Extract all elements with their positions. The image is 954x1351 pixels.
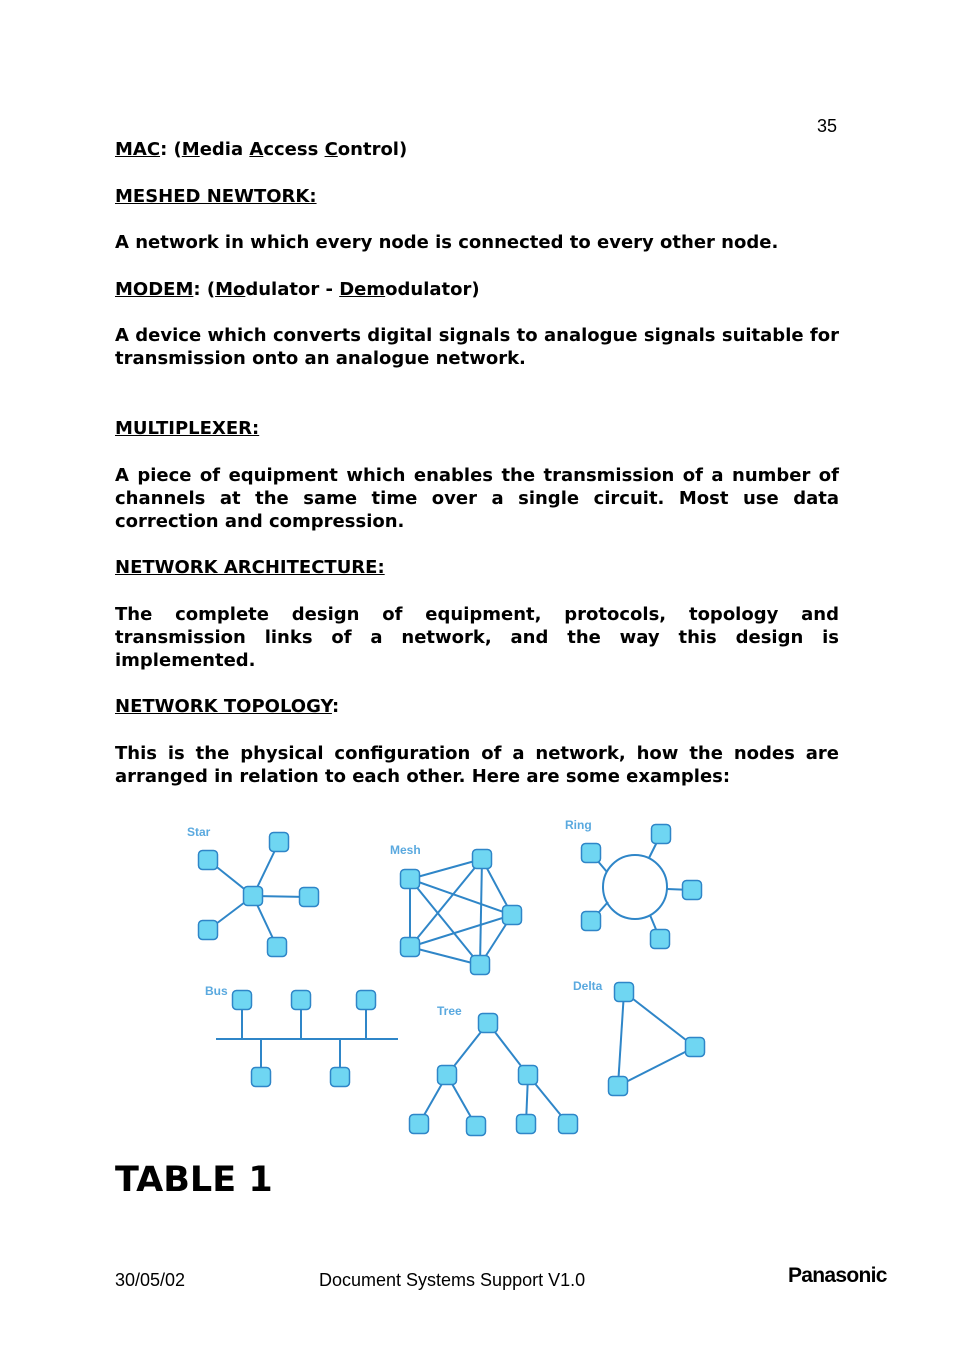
- tree-node: [519, 1066, 538, 1085]
- page-number: 35: [817, 116, 838, 136]
- ring-node: [652, 825, 671, 844]
- tree-node: [559, 1115, 578, 1134]
- star-node: [300, 888, 319, 907]
- mac-a: A: [249, 139, 264, 160]
- bus-node: [252, 1068, 271, 1087]
- star-node: [244, 887, 263, 906]
- delta-node: [609, 1077, 628, 1096]
- topology-heading: [115, 695, 839, 718]
- mac-c: C: [324, 139, 338, 160]
- star-node: [268, 938, 287, 957]
- topology-svg: [178, 812, 718, 1142]
- footer-document-title: Document Systems Support V1.0: [319, 1270, 586, 1290]
- star-node: [199, 921, 218, 940]
- mac-t2: ccess: [263, 139, 325, 160]
- star-node: [199, 851, 218, 870]
- mesh-node: [503, 906, 522, 925]
- modem-mo: Mo: [215, 278, 246, 300]
- mac-term: MAC: [115, 139, 161, 160]
- bus-node: [292, 991, 311, 1010]
- mesh-node: [401, 938, 420, 957]
- delta-node: [615, 983, 634, 1002]
- architecture-heading: NETWORK ARCHITECTURE:: [115, 557, 385, 578]
- modem-t1: dulator -: [245, 278, 340, 300]
- bus-label: Bus: [205, 984, 228, 998]
- delta-node: [686, 1038, 705, 1057]
- tree-node: [467, 1117, 486, 1136]
- mesh-node: [471, 956, 490, 975]
- glossary-body: [115, 138, 839, 811]
- mesh-label: Mesh: [390, 843, 421, 857]
- mac-m: M: [181, 139, 200, 160]
- ring-label: Ring: [565, 818, 592, 832]
- mac-t3: ontrol): [337, 139, 408, 160]
- ring-node: [582, 912, 601, 931]
- topology-colon: :: [331, 696, 340, 717]
- mac-sep: : (: [160, 139, 182, 160]
- panasonic-logo: Panasonic: [788, 1264, 887, 1287]
- ring-node: [683, 881, 702, 900]
- topology-term: NETWORK TOPOLOGY: [115, 696, 332, 717]
- modem-term: MODEM: [115, 278, 194, 300]
- star-label: Star: [187, 825, 211, 839]
- mac-entry-heading: [115, 138, 839, 161]
- topology-definition: This is the physical configuration of a network, how the nodes are arranged in relation to each other. Here are some examples:: [115, 742, 839, 787]
- tree-node: [517, 1115, 536, 1134]
- mac-t1: edia: [199, 139, 250, 160]
- modem-dem: Dem: [339, 278, 386, 300]
- table-title: TABLE 1: [115, 1160, 273, 1200]
- modem-entry-heading: [115, 278, 839, 301]
- ring-node: [651, 930, 670, 949]
- modem-t2: odulator): [385, 278, 480, 300]
- multiplexer-heading: MULTIPLEXER:: [115, 418, 260, 439]
- topology-nodes: [199, 825, 705, 1136]
- multiplexer-definition: A piece of equipment which enables the transmission of a number of channels at the same time over a single circuit. Most use data correction and compression.: [115, 464, 839, 532]
- delta-label: Delta: [573, 979, 603, 993]
- modem-sep: : (: [193, 278, 216, 300]
- tree-label: Tree: [437, 1004, 462, 1018]
- topology-diagram: [178, 812, 718, 1142]
- meshed-heading: MESHED NEWTORK:: [115, 185, 317, 207]
- bus-node: [357, 991, 376, 1010]
- mesh-node: [473, 850, 492, 869]
- tree-node: [410, 1115, 429, 1134]
- footer-date: 30/05/02: [115, 1270, 186, 1290]
- star-node: [270, 833, 289, 852]
- modem-definition: A device which converts digital signals to analogue signals suitable for transmission onto an analogue network.: [115, 325, 839, 369]
- ring-node: [582, 844, 601, 863]
- bus-node: [331, 1068, 350, 1087]
- mesh-node: [401, 870, 420, 889]
- architecture-definition: The complete design of equipment, protocols, topology and transmission links of a network, and the way this design is implemented.: [115, 603, 839, 671]
- meshed-definition: A network in which every node is connected to every other node.: [115, 232, 779, 253]
- bus-node: [233, 991, 252, 1010]
- tree-node: [438, 1066, 457, 1085]
- tree-node: [479, 1014, 498, 1033]
